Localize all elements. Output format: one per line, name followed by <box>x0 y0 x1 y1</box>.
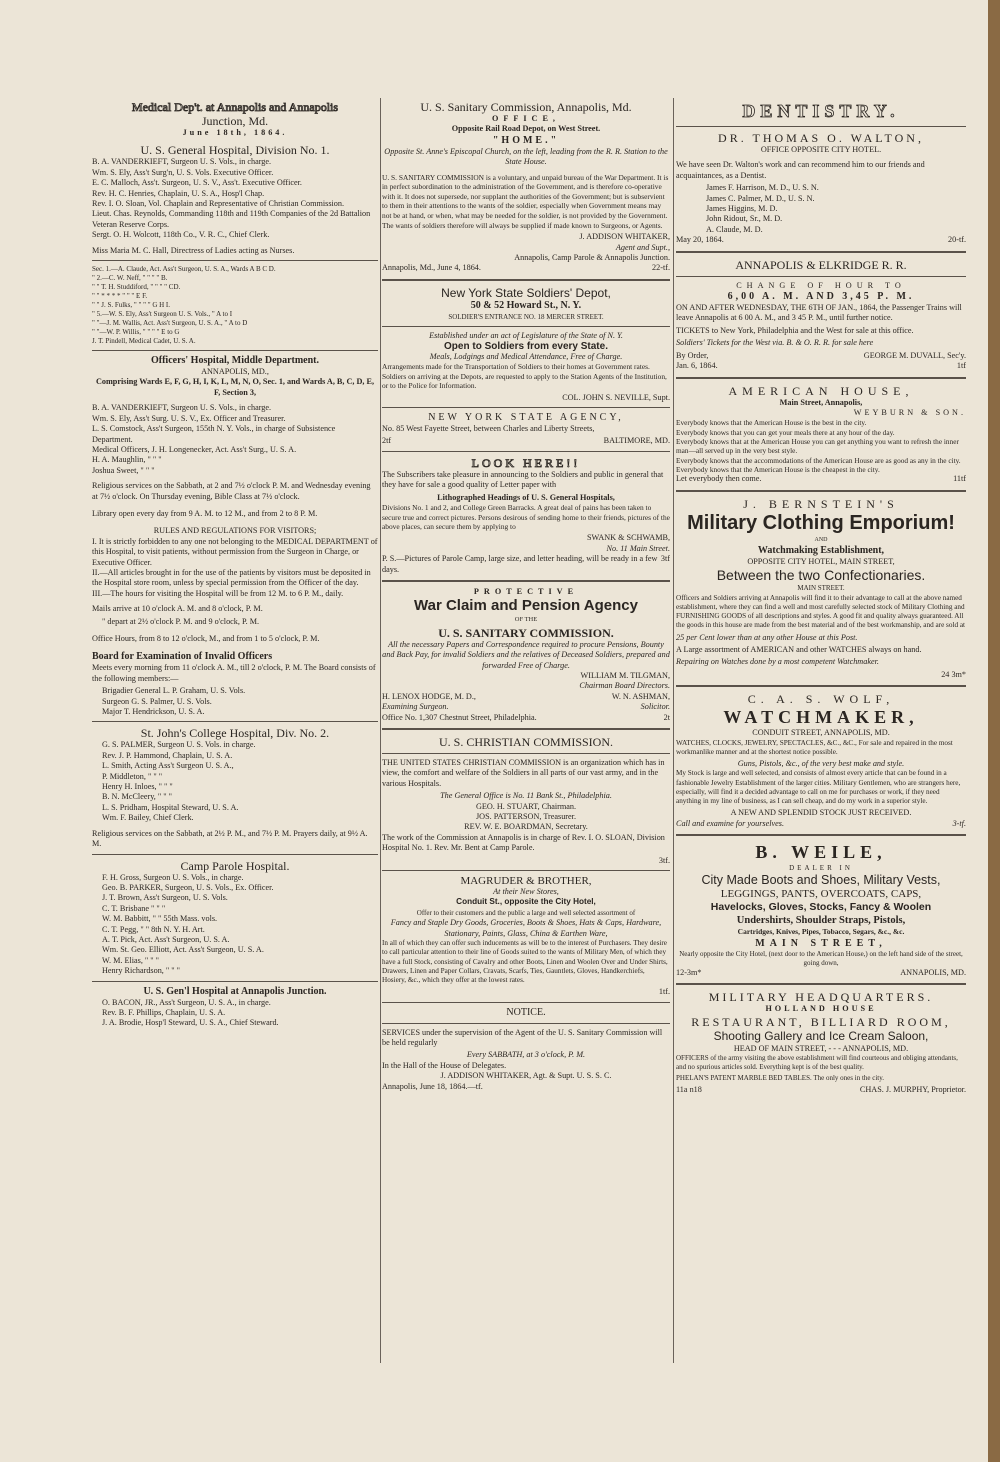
ad-line: Everybody knows that at the American House you can get anything you want to refresh the inner man—all served up in the very best style. <box>676 436 959 456</box>
railroad-signature: GEORGE M. DUVALL, Sec'y. <box>863 350 966 360</box>
bernstein-cheaper: 25 per Cent lower than at any other House at this Post. <box>676 632 858 642</box>
board-title: Board for Examination of Invalid Officers <box>92 651 273 663</box>
section-line: " " * * * * " " " E F. <box>92 292 148 301</box>
notice-text: SERVICES under the supervision of the Agent of the U. S. Sanitary Commission will be held regularly <box>382 1027 663 1047</box>
ny-established: Established under an act of Legislature of the State of N. Y. <box>429 331 623 341</box>
section-line: " " J. S. Fulks, " " " " G H I. <box>92 301 171 310</box>
ny-signature: COL. JOHN S. NEVILLE, Supt. <box>562 392 670 402</box>
staff-line: W. M. Elias, " " " <box>102 955 160 965</box>
section-line: " "—J. M. Wallis, Act. Ass't Surgeon, U. S. A., " A to D <box>92 319 248 328</box>
ad-line: Everybody knows that the accommodations of the American House are as good as any in the city. <box>676 455 961 465</box>
staff-line: Rev. H. C. Henries, Chaplain, U. S. A., Hosp'l Chap. <box>92 188 265 198</box>
bernstein-title: J. BERNSTEIN'S <box>743 496 899 511</box>
ny-entrance: SOLDIER'S ENTRANCE NO. 18 MERCER STREET. <box>448 312 604 321</box>
weile-line-4: Undershirts, Shoulder Straps, Pistols, <box>736 915 906 927</box>
weile-city: ANNAPOLIS, MD. <box>900 967 966 977</box>
rules-title: RULES AND REGULATIONS FOR VISITORS; <box>153 526 317 536</box>
war-commission: U. S. SANITARY COMMISSION. <box>438 625 614 640</box>
ny-agency-code: 2tf <box>382 436 392 446</box>
notice-date: Annapolis, June 18, 1864.—tf. <box>382 1081 483 1091</box>
staff-line: Joshua Sweet, " " " <box>92 465 155 475</box>
staff-line: Wm. S. Ely, Ass't Surg'n, U. S. Vols. Executive Officer. <box>92 167 274 177</box>
section-line: J. T. Pindell, Medical Cadet, U. S. A. <box>92 337 196 346</box>
wolf-call: Call and examine for yourselves. <box>676 818 785 828</box>
sanitary-signature-3: Annapolis, Camp Parole & Annapolis Junction. <box>514 253 670 262</box>
mails-arrive: Mails arrive at 10 o'clock A. M. and 8 o'clock, P. M. <box>92 604 263 614</box>
war-text: All the necessary Papers and Correspondence required to procure Pensions, Bounty and Back Pay, for invalid Soldiers and the relatives of Deceased Soldiers, prepared and forwarded Free of Charge. <box>382 639 670 670</box>
staff-line: J. T. Brown, Ass't Surgeon, U. S. Vols. <box>102 893 228 903</box>
staff-line: G. S. PALMER, Surgeon U. S. Vols. in charge. <box>102 740 256 750</box>
sanitary-opposite: Opposite Rail Road Depot, on West Street. <box>451 124 601 134</box>
section-title-officers-hospital: Officers' Hospital, Middle Department. <box>150 355 320 367</box>
section-title-general-hospital: U. S. General Hospital, Division No. 1. <box>140 143 330 158</box>
staff-line: P. Middleton, " " " <box>102 771 163 781</box>
weile-title: B. WEILE, <box>755 842 887 862</box>
bernstein-repair: Repairing on Watches done by a most competent Watchmaker. <box>676 657 879 667</box>
american-house-come: Let everybody then come. <box>676 474 762 484</box>
magruder-address: Conduit St., opposite the City Hotel, <box>456 897 596 907</box>
railroad-date: Jan. 6, 1864. <box>676 361 718 371</box>
dentist-text: We have seen Dr. Walton's work and can recommend him to our friends and acquaintances, as a Dentist. <box>676 160 925 180</box>
wolf-title: C. A. S. WOLF, <box>747 692 895 707</box>
weile-line-5: Cartridges, Knives, Pipes, Tobacco, Segars, &c., &c. <box>737 927 905 937</box>
railroad-tickets: TICKETS to New York, Philadelphia and the West for sale at this office. <box>676 325 914 335</box>
weile-main-street: MAIN STREET, <box>755 937 887 949</box>
ad-line: Everybody knows that you can get your meals there at any hour of the day. <box>676 427 895 437</box>
bernstein-and: AND <box>814 536 828 543</box>
staff-line: Rev. J. P. Hammond, Chaplain, U. S. A. <box>102 750 233 760</box>
look-ps: P. S.—Pictures of Parole Camp, large size, and letter heading, will be ready in a few days. <box>382 554 658 574</box>
look-text: The Subscribers take pleasure in announcing to the Soldiers and public in general that they have for sale a good quality of Letter paper with <box>382 469 664 490</box>
look-here-title: LOOK HERE!! <box>471 455 581 470</box>
military-hq-shooting: Shooting Gallery and Ice Cream Saloon, <box>713 1028 929 1043</box>
column-2 <box>382 100 670 1092</box>
staff-line: L. S. Comstock, Ass't Surgeon, 155th N. Y. Vols., in charge of Subsistence Department. <box>92 424 336 444</box>
protective-label: PROTECTIVE <box>473 586 579 596</box>
sanitary-code: 22-tf. <box>652 263 670 273</box>
weile-dealer: DEALER IN <box>789 864 853 872</box>
sanitary-text: U. S. SANITARY COMMISSION is a voluntary, and unpaid bureau of the War Department. It is in perfect subordination to the administration of the Government, and is therefore co-operative with it. It does not supersede, nor supplant the authorities of the Government; but is subservient to them in their attentions to the wants of the soldier, especially when Government means may not be at hand, or when, what may be needed for the soldier, is not provided by the Government. The wants of soldiers therefore will always be supplied if made known to Surgeons, or Agents. <box>382 172 669 230</box>
look-signature: SWANK & SCHWAMB, <box>586 533 670 543</box>
staff-line: E. C. Malloch, Ass't. Surgeon, U. S. V., Ass't. Executive Officer. <box>92 178 302 188</box>
section-title-junction: U. S. Gen'l Hospital at Annapolis Junction. <box>143 985 327 997</box>
staff-line: J. A. Brodie, Hosp'l Steward, U. S. A., Chief Steward. <box>102 1018 279 1028</box>
rules-list <box>92 537 378 599</box>
dentistry-title: DENTISTRY. <box>742 101 900 121</box>
war-sig-2: H. LENOX HODGE, M. D., <box>382 691 476 701</box>
section-line: " 5.—W. S. Ely, Ass't Surgeon U. S. Vols., " A to I <box>92 310 233 319</box>
section-line: " "—W. P. Willis, " " " " E to G <box>92 328 180 337</box>
religious-services: Religious services on the Sabbath, at 2 and 7½ o'clock P. M. and Wednesday evening at 7½ o'clock. On Thursday evening, Bible Class at 7½ o'clock. <box>92 481 371 501</box>
war-office: Office No. 1,307 Chestnut Street, Philadelphia. <box>382 712 537 722</box>
ad-line: Everybody knows that the American House is the cheapest in the city. <box>676 464 880 474</box>
bernstein-between: Between the two Confectionaries. <box>716 567 926 584</box>
reference-line: James C. Palmer, M. D., U. S. N. <box>706 193 815 203</box>
war-of-the: OF THE <box>514 616 538 624</box>
medical-dept-header: Medical Dep't. at Annapolis and Annapolis <box>131 100 339 114</box>
ny-agency-title: NEW YORK STATE AGENCY, <box>428 412 624 424</box>
christian-commission-office: The General Office is No. 11 Bank St., Philadelphia. <box>440 791 612 801</box>
staff-line: Henry Richardson, " " " <box>102 966 181 976</box>
war-sig-1: WILLIAM M. TILGMAN, <box>580 670 670 680</box>
weile-near: Nearly opposite the City Hotel, (next door to the American House,) on the left hand side of the street, going down, <box>679 949 963 967</box>
staff-line: L. Smith, Acting Ass't Surgeon U. S. A., <box>102 761 234 771</box>
ny-open: Open to Soldiers from every State. <box>444 340 608 352</box>
officers-place: ANNAPOLIS, MD., <box>201 367 269 377</box>
staff-line: Wm. S. Ely, Ass't Surg. U. S. V., Ex. Officer and Treasurer. <box>92 413 286 423</box>
american-house-title: AMERICAN HOUSE, <box>728 383 914 398</box>
staff-line: Wm. St. Geo. Elliott, Act. Ass't Surgeon, U. S. A. <box>102 945 264 955</box>
section-line: Sec. 1.—A. Claude, Act. Ass't Surgeon, U. S. A., Wards A B C D. <box>92 265 276 274</box>
sanitary-title: U. S. Sanitary Commission, Annapolis, Md. <box>420 100 632 114</box>
military-hq-code: 11a n18 <box>676 1085 702 1095</box>
military-hq-tables: PHELAN'S PATENT MARBLE BED TABLES. The only ones in the city. <box>676 1074 885 1083</box>
railroad-text: ON AND AFTER WEDNESDAY, THE 6TH OF JAN., 1864, the Passenger Trains will leave Annapolis at 6 00 A. M., and 3 45 P. M., until further notice. <box>676 303 962 323</box>
sanitary-office: OFFICE, <box>492 114 560 123</box>
staff-line: Rev. B. F. Phillips, Chaplain, U. S. A. <box>102 1007 226 1017</box>
wolf-trade: WATCHMAKER, <box>723 707 919 728</box>
staff-line: C. T. Pegg, " " 8th N. Y. H. Art. <box>102 924 205 934</box>
military-hq-text: OFFICERS of the army visiting the above establishment will find courteous and obliging attendants, and no spurious articles sold. Everything kept is of the best quality. <box>676 1054 958 1072</box>
weile-code: 12-3m* <box>676 967 702 977</box>
bernstein-main: MAIN STREET. <box>797 584 845 593</box>
magruder-offer: Offer to their customers and the public a large and well selected assortment of <box>416 908 636 917</box>
wolf-code: 3-tf. <box>952 818 966 828</box>
mails-depart: " depart at 2½ o'clock P. M. and 9 o'clock, P. M. <box>102 616 260 626</box>
military-hq-signature: CHAS. J. MURPHY, Proprietor. <box>859 1085 966 1095</box>
military-hq-head: HEAD OF MAIN STREET, - - - ANNAPOLIS, MD. <box>733 1043 909 1053</box>
staff-line: W. M. Babbitt, " " 55th Mass. vols. <box>102 914 218 924</box>
column-rule <box>673 98 674 1363</box>
ny-meals: Meals, Lodgings and Medical Attendance, Free of Charge. <box>429 352 623 362</box>
magruder-code: 1tf. <box>658 987 670 997</box>
bernstein-emporium: Military Clothing Emporium! <box>687 511 955 534</box>
medical-dept-header-2: Junction, Md. <box>201 114 269 128</box>
rule-line: III.—The hours for visiting the Hospital will be from 12 M. to 6 P. M., daily. <box>92 588 344 598</box>
staff-line: L. S. Pridham, Hospital Steward, U. S. A. <box>102 802 239 812</box>
camp-parole-staff <box>92 873 378 977</box>
sanitary-signature-2: Agent and Supt., <box>615 242 670 252</box>
staff-line: Henry H. Inloes, " " " <box>102 782 173 792</box>
date-line: June 18th, 1864. <box>182 128 288 137</box>
staff-line: Lieut. Chas. Reynolds, Commanding 118th and 119th Companies of the 2d Battalion Veteran Reserve Corps. <box>92 209 371 229</box>
american-house-code: 11tf <box>953 474 966 484</box>
magruder-goods: Fancy and Staple Dry Goods, Groceries, Boots & Shoes, Hats & Caps, Hardware, Stationary, Paints, Glass, China & Earthen Ware, <box>390 918 662 938</box>
railroad-times: 6,00 A. M. AND 3,45 P. M. <box>727 291 915 303</box>
dentist-references <box>676 183 966 235</box>
look-address: No. 11 Main Street. <box>606 543 670 553</box>
war-sig-2b: Examining Surgeon. <box>382 702 449 712</box>
column-1 <box>92 100 378 1029</box>
bernstein-code: 24 3m* <box>941 669 966 679</box>
notice-title: NOTICE. <box>506 1006 546 1018</box>
sanitary-date: Annapolis, Md., June 4, 1864. <box>382 263 481 273</box>
weile-line-3: Havelocks, Gloves, Stocks, Fancy & Woolen <box>710 901 932 914</box>
notice-hall: In the Hall of the House of Delegates. <box>382 1060 507 1070</box>
wolf-guns: Guns, Pistols, &c., of the very best make and style. <box>737 758 905 768</box>
military-hq-holland: HOLLAND HOUSE <box>765 1004 877 1014</box>
junction-staff <box>92 998 378 1029</box>
american-house-lines <box>676 418 966 474</box>
general-hospital-staff <box>92 157 378 240</box>
railroad-change: CHANGE OF HOUR TO <box>736 280 906 290</box>
dentist-code: 20-tf. <box>948 235 966 245</box>
wolf-text-2: My Stock is large and well selected, and consists of almost every article that can be found in a fashionable Jewelry Establishment of the larger cities. Military Gentlemen, who are strangers here, especially, will find it a decided advantage to call on me for purchases or work, if they need anything in my line of business, as I can sell cheap, and do my work in a superior style. <box>676 769 961 805</box>
railroad-order: By Order, <box>676 350 709 360</box>
nurses-line: Miss Maria M. C. Hall, Directress of Ladies acting as Nurses. <box>92 245 295 255</box>
bernstein-opposite: OPPOSITE CITY HOTEL, MAIN STREET, <box>747 556 895 566</box>
reference-line: James F. Harrison, M. D., U. S. N. <box>706 183 819 193</box>
bernstein-watches: A Large assortment of AMERICAN and other WATCHES always on hand. <box>676 644 922 654</box>
board-members <box>92 686 378 717</box>
dentist-date: May 20, 1864. <box>676 235 724 245</box>
railroad-soldiers: Soldiers' Tickets for the West via. B. & O. R. R. for sale here <box>676 338 874 348</box>
officers-sub: Comprising Wards E, F, G, H, I, K, L, M, N, O, Sec. 1, and Wards A, B, C, D, E, F, Section 3, <box>95 377 375 397</box>
war-code: 2t <box>663 712 670 722</box>
officer-line: JOS. PATTERSON, Treasurer. <box>475 812 576 822</box>
war-sig-3: W. N. ASHMAN, <box>611 691 670 701</box>
st-johns-staff <box>92 740 378 823</box>
look-text-2: Divisions No. 1 and 2, and College Green Barracks. A great deal of pains has been taken to secure true and correct pictures. Persons desirous of sending home to their friends, pictures of the above places, can secure them by applying to <box>382 503 670 531</box>
war-sig-3b: Solicitor. <box>640 702 670 712</box>
weile-line-2: LEGGINGS, PANTS, OVERCOATS, CAPS, <box>720 888 922 901</box>
magruder-stores: At their New Stores, <box>493 887 559 897</box>
column-3 <box>676 100 966 1095</box>
library-hours: Library open every day from 9 A. M. to 12 M., and from 2 to 8 P. M. <box>92 508 318 518</box>
section-assignments <box>92 265 378 346</box>
board-text: Meets every morning from 11 o'clock A. M., till 2 o'clock, P. M. The Board consists of the following members:— <box>92 663 376 683</box>
board-member: Surgeon G. S. Palmer, U. S. Vols. <box>102 696 212 706</box>
ny-depot-title: New York State Soldiers' Depot, <box>441 285 611 300</box>
ny-agency-city: BALTIMORE, MD. <box>603 436 670 446</box>
military-hq-title: MILITARY HEADQUARTERS. <box>708 990 934 1005</box>
staff-line: Wm. F. Bailey, Chief Clerk. <box>102 813 194 823</box>
ny-text: Arrangements made for the Transportation of Soldiers to their homes at Government rates. Soldiers on arriving at the Depots, are requested to apply to the Station Agents of the Institution, or to the Police for Information. <box>382 362 667 391</box>
dentist-name: DR. THOMAS O. WALTON, <box>718 131 924 145</box>
american-house-owners: WEYBURN & SON. <box>853 407 966 417</box>
christian-commission-work: The work of the Commission at Annapolis is in charge of Rev. I. O. SLOAN, Division Hospital No. 1. Rev. Mr. Bent at Camp Parole. <box>382 832 665 853</box>
wolf-text: WATCHES, CLOCKS, JEWELRY, SPECTACLES, &C., &C., For sale and repaired in the most workmanlike manner and at the shortest notice possible. <box>676 738 953 756</box>
reference-line: John Ridout, Sr., M. D. <box>706 214 783 224</box>
railroad-title: ANNAPOLIS & ELKRIDGE R. R. <box>735 257 907 272</box>
christian-commission-text: THE UNITED STATES CHRISTIAN COMMISSION is an organization which has in view, the comfort and welfare of the Soldiers in all parts of our vast army, and in the various Hospitals. <box>382 758 665 788</box>
section-title-st-johns: St. John's College Hospital, Div. No. 2. <box>140 726 330 741</box>
staff-line: B. A. VANDERKIEFT, Surgeon U. S. Vols., in charge. <box>92 157 272 167</box>
st-johns-religious: Religious services on the Sabbath, at 2½ P. M., and 7½ P. M. Prayers daily, at 9½ A. M. <box>92 828 368 849</box>
page-edge <box>988 0 1000 1462</box>
war-claim-title: War Claim and Pension Agency <box>414 597 638 615</box>
christian-commission-title: U. S. CHRISTIAN COMMISSION. <box>438 735 614 749</box>
staff-line: B. A. VANDERKIEFT, Surgeon U. S. Vols., in charge. <box>92 403 272 413</box>
dentist-office: OFFICE OPPOSITE CITY HOTEL. <box>760 145 882 154</box>
weile-line-1: City Made Boots and Shoes, Military Vests, <box>701 873 941 888</box>
staff-line: Geo. B. PARKER, Surgeon, U. S. Vols., Ex. Officer. <box>102 882 274 892</box>
railroad-code: 1tf <box>956 361 966 371</box>
christian-commission-officers <box>382 802 670 833</box>
ny-depot-address: 50 & 52 Howard St., N. Y. <box>470 299 582 311</box>
magruder-title: MAGRUDER & BROTHER, <box>460 875 592 888</box>
office-hours: Office Hours, from 8 to 12 o'clock, M., and from 1 to 5 o'clock, P. M. <box>92 634 320 643</box>
american-house-street: Main Street, Annapolis, <box>779 397 863 407</box>
officers-staff <box>92 403 378 476</box>
board-member: Major T. Hendrickson, U. S. A. <box>102 707 205 717</box>
home-title: "HOME." <box>492 134 560 146</box>
officer-line: GEO. H. STUART, Chairman. <box>475 801 577 811</box>
staff-line: Sergt. O. H. Wolcott, 118th Co., V. R. C., Chief Clerk. <box>92 230 270 240</box>
home-location: Opposite St. Anne's Episcopal Church, on the left, leading from the R. R. Station to the State House. <box>384 146 668 167</box>
board-member: Brigadier General L. P. Graham, U. S. Vols. <box>102 686 246 696</box>
staff-line: Rev. I. O. Sloan, Vol. Chaplain and Representative of Christian Commission. <box>92 199 345 209</box>
look-code: 3tf <box>660 554 670 564</box>
ad-line: Everybody knows that the American House is the best in the city. <box>676 418 867 428</box>
column-rule <box>380 98 381 1363</box>
wolf-address: CONDUIT STREET, ANNAPOLIS, MD. <box>752 728 890 738</box>
wolf-new-stock: A NEW AND SPLENDID STOCK JUST RECEIVED. <box>730 808 912 818</box>
section-line: " " T. H. Studdiford, " " " " CD. <box>92 283 181 292</box>
war-sig-1b: Chairman Board Directors. <box>579 681 670 691</box>
reference-line: A. Claude, M. D. <box>706 224 763 234</box>
reference-line: James Higgins, M. D. <box>706 204 778 214</box>
staff-line: F. H. Gross, Surgeon U. S. Vols., in charge. <box>102 872 244 882</box>
magruder-text: In all of which they can offer such inducements as will be to the interest of Purchasers. They desire to call particular attention to their line of Goods suited to the wants of Military Men, of which they have a full Stock, consisting of Cavalry and other Boots, Linen and Woolen Over and Under Shirts, Drawers, Linen and Paper Collars, Cravats, Scarfs, Ties, Gauntlets, Gloves, Handkerchiefs, Hosiery, &c., which they offer at the lowest rates. <box>382 939 668 984</box>
ny-agency-address: No. 85 West Fayette Street, between Charles and Liberty Streets, <box>382 424 595 434</box>
rule-line: I. It is strictly forbidden to any one not belonging to the MEDICAL DEPARTMENT of this Hospital, to visit patients, without permission from the Surgeon in Charge, or Executive Officer. <box>92 536 378 567</box>
staff-line: H. A. Maughlin, " " " <box>92 455 162 465</box>
staff-line: C. T. Brisbane " " " <box>102 903 166 913</box>
bernstein-watchmaking: Watchmaking Establishment, <box>757 544 885 556</box>
military-hq-restaurant: RESTAURANT, BILLIARD ROOM, <box>691 1014 951 1029</box>
officer-line: REV. W. E. BOARDMAN, Secretary. <box>464 822 588 832</box>
bernstein-text: Officers and Soldiers arriving at Annapolis will find it to their advantage to call at the above named establishment, where they can find a well and most carefully selected stock of Military Clothing and FURNISHING GOODS of all descriptions and styles. A good fit and quality always guaranteed. All the goods in this house are made from the best material and of the best workmanship, and are sold at <box>676 593 966 630</box>
notice-every: Every SABBATH, at 3 o'clock, P. M. <box>466 1050 586 1060</box>
staff-line: O. BACON, JR., Ass't Surgeon, U. S. A., in charge. <box>102 997 271 1007</box>
section-title-camp-parole: Camp Parole Hospital. <box>180 858 290 873</box>
staff-line: Medical Officers, J. H. Longenecker, Act. Ass't Surg., U. S. A. <box>92 444 297 454</box>
rule-line: II.—All articles brought in for the use of the patients by visitors must be deposited in the Hospital store room, unless by special permission from the Officer of the day. <box>92 567 371 588</box>
christian-commission-code: 3tf. <box>658 855 670 865</box>
look-lithographed: Lithographed Headings of U. S. General Hospitals, <box>437 492 615 502</box>
staff-line: B. N. McCleery, " " " <box>102 792 172 802</box>
sanitary-signature: J. ADDISON WHITAKER, <box>579 232 670 242</box>
section-line: " 2.—C. W. Neff, " " " " B. <box>92 274 168 283</box>
staff-line: A. T. Pick, Act. Ass't Surgeon, U. S. A. <box>102 934 230 944</box>
notice-signature: J. ADDISON WHITAKER, Agt. & Supt. U. S. S. C. <box>440 1071 612 1081</box>
